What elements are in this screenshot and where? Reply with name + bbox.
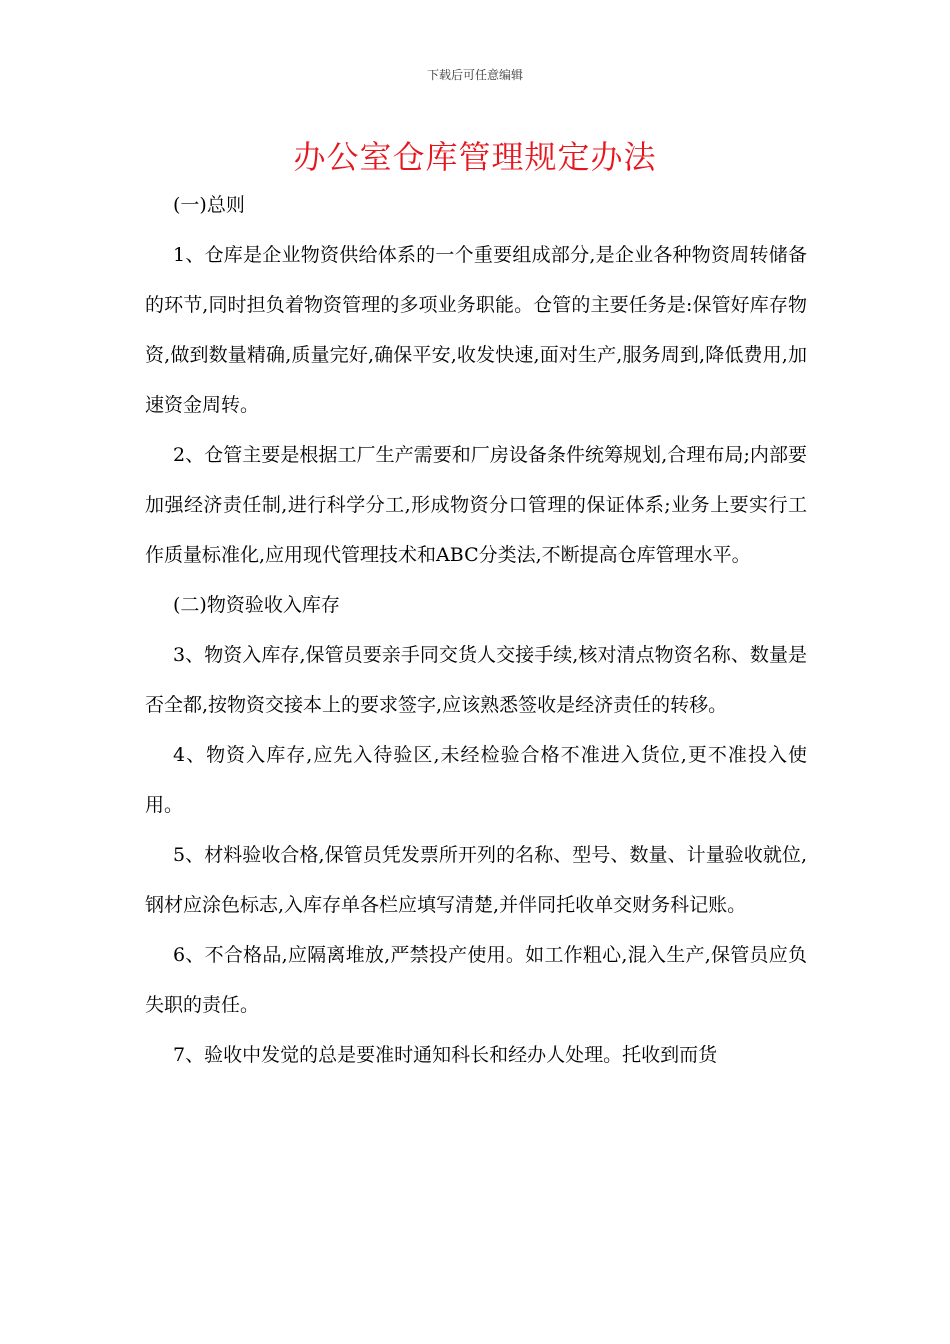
paragraph-4: 4、物资入库存,应先入待验区,未经检验合格不准进入货位,更不准投入使用。 [145, 744, 807, 816]
paragraph-1: 1、仓库是企业物资供给体系的一个重要组成部分,是企业各种物资周转储备的环节,同时担负着物资管理的多项业务职能。仓管的主要任务是:保管好库存物资,做到数量精确,质量完好,确保平安,收发快速,面对生产,服务周到,降低费用,加速资金周转。 [145, 244, 807, 416]
section-heading-receiving: (二)物资验收入库存 [173, 594, 340, 616]
paragraph-5: 5、材料验收合格,保管员凭发票所开列的名称、型号、数量、计量验收就位,钢材应涂色标志,入库存单各栏应填写清楚,并伴同托收单交财务科记账。 [145, 844, 807, 916]
section-heading-general: (一)总则 [173, 194, 245, 216]
paragraph-3: 3、物资入库存,保管员要亲手同交货人交接手续,核对清点物资名称、数量是否全都,按物资交接本上的要求签字,应该熟悉签收是经济责任的转移。 [145, 644, 807, 716]
paragraph-2: 2、仓管主要是根据工厂生产需要和厂房设备条件统筹规划,合理布局;内部要加强经济责任制,进行科学分工,形成物资分口管理的保证体系;业务上要实行工作质量标准化,应用现代管理技术和ABC分类法,不断提高仓库管理水平。 [145, 444, 807, 566]
header-note: 下载后可任意编辑 [426, 68, 523, 82]
paragraph-7: 7、验收中发觉的总是要准时通知科长和经办人处理。托收到而货 [173, 1044, 718, 1066]
paragraph-6: 6、不合格品,应隔离堆放,严禁投产使用。如工作粗心,混入生产,保管员应负失职的责任。 [145, 944, 807, 1016]
document-body [145, 180, 807, 1080]
document-title: 办公室仓库管理规定办法 [293, 138, 657, 176]
